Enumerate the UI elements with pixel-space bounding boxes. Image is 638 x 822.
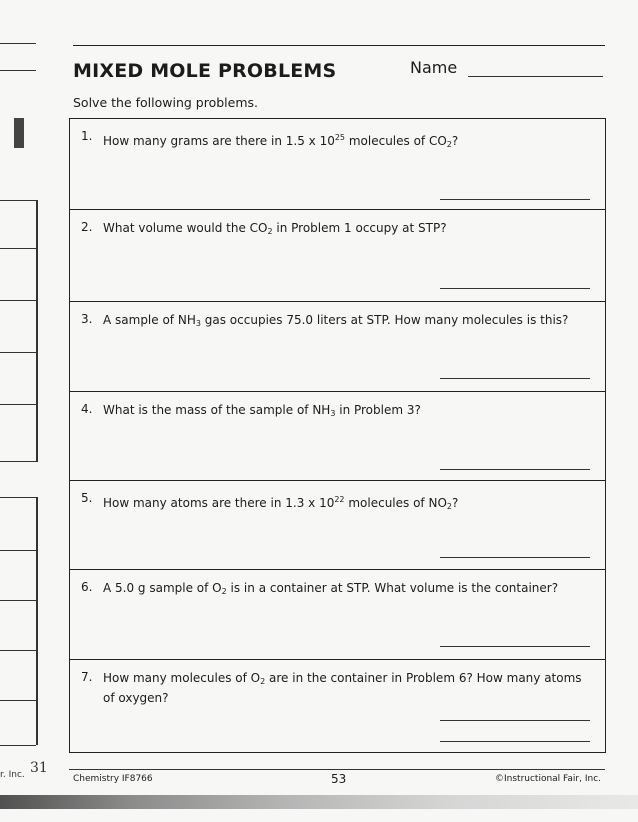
edge-mark (0, 550, 36, 551)
problem-number: 1. (81, 129, 93, 143)
answer-line[interactable] (440, 646, 590, 647)
answer-line[interactable] (440, 199, 590, 200)
problem-6 (70, 569, 605, 659)
edge-mark (0, 650, 36, 651)
edge-mark (0, 43, 36, 44)
problem-number: 4. (81, 402, 93, 416)
edge-mark (0, 745, 36, 746)
edge-mark (0, 300, 36, 301)
problem-number: 3. (81, 312, 93, 326)
page-number: 53 (331, 772, 347, 786)
edge-mark (0, 352, 36, 353)
problem-number: 7. (81, 670, 93, 684)
answer-line[interactable] (440, 288, 590, 289)
scan-edge (0, 795, 638, 809)
handwritten-mark: 31 (30, 760, 48, 776)
problem-text: A 5.0 g sample of $O_2$ is in a container at STP. What volume is the container? (103, 581, 559, 596)
name-field-line[interactable] (468, 76, 603, 77)
problem-3 (70, 301, 605, 391)
edge-mark (14, 118, 24, 148)
answer-line[interactable] (440, 720, 590, 721)
answer-line[interactable] (440, 557, 590, 558)
problem-2 (70, 209, 605, 301)
footer-rule (69, 769, 605, 770)
edge-mark (0, 700, 36, 701)
footer-copyright: ©Instructional Fair, Inc. (495, 774, 602, 784)
problem-text: How many grams are there in 1.5 x $10^{25}$ molecules of $CO_2$? (103, 133, 459, 149)
problem-number: 2. (81, 220, 93, 234)
footer-book-code: Chemistry IF8766 (73, 774, 153, 784)
edge-text: r. Inc. (0, 770, 25, 780)
edge-mark (0, 600, 36, 601)
problem-1 (70, 119, 605, 209)
edge-mark (36, 200, 38, 462)
problem-7 (70, 659, 605, 752)
edge-mark (0, 497, 36, 498)
answer-line[interactable] (440, 741, 590, 742)
instructions: Solve the following problems. (73, 95, 258, 110)
name-label: Name (410, 58, 458, 77)
problem-number: 6. (81, 580, 93, 594)
problem-5 (70, 480, 605, 569)
problem-number: 5. (81, 491, 93, 505)
edge-mark (36, 497, 38, 745)
problem-text: What volume would the $CO_2$ in Problem 1 occupy at STP? (103, 221, 447, 236)
edge-mark (0, 200, 36, 201)
problem-4 (70, 391, 605, 480)
page-title: MIXED MOLE PROBLEMS (73, 60, 337, 82)
problem-text: A sample of $NH_3$ gas occupies 75.0 liters at STP. How many molecules is this? (103, 313, 569, 328)
edge-mark (0, 404, 36, 405)
top-rule (73, 45, 605, 46)
answer-line[interactable] (440, 469, 590, 470)
problem-text: How many atoms are there in 1.3 x $10^{22}$ molecules of $NO_2$? (103, 495, 459, 511)
edge-mark (0, 248, 36, 249)
answer-line[interactable] (440, 378, 590, 379)
problem-text: How many molecules of $O_2$ are in the container in Problem 6? How many atoms of oxygen? (103, 671, 582, 705)
edge-mark (0, 461, 36, 462)
edge-mark (0, 70, 36, 71)
problem-text: What is the mass of the sample of $NH_3$ in Problem 3? (103, 403, 421, 418)
problems-table (69, 118, 606, 753)
